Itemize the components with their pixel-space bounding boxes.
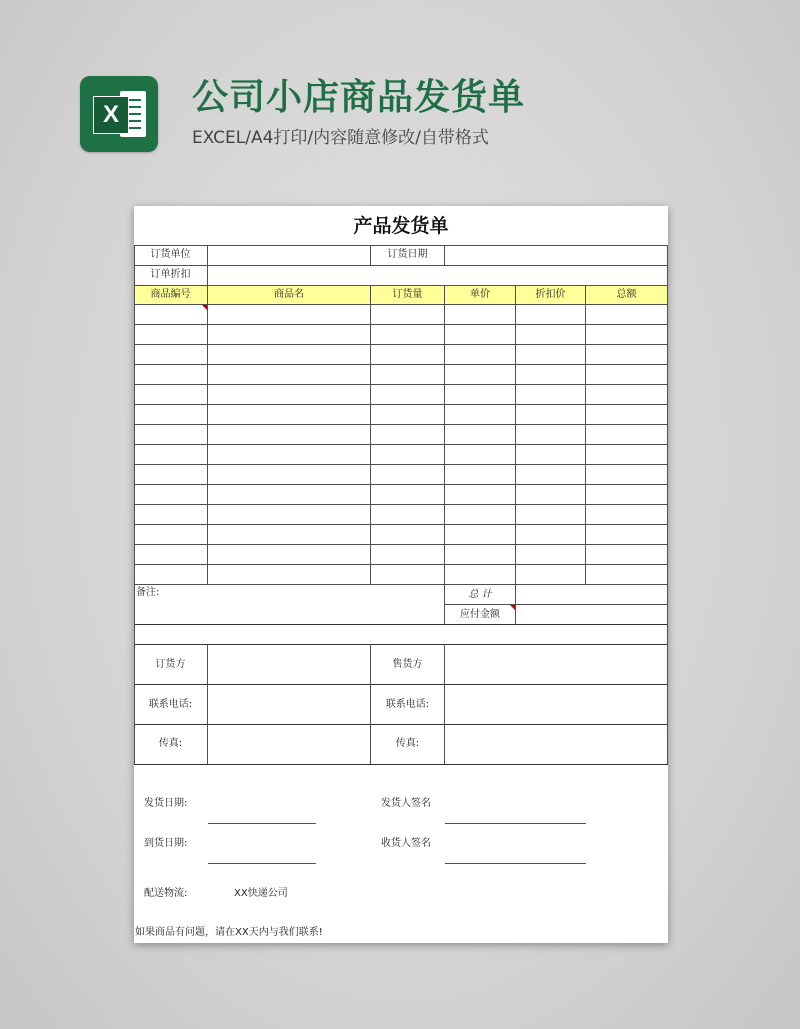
order-unit-field[interactable]	[208, 246, 370, 264]
receiver-sign-label: 收货人签名	[381, 838, 431, 849]
table-cell[interactable]	[371, 465, 444, 484]
table-cell[interactable]	[371, 445, 444, 464]
ship-date-label: 发货日期:	[144, 798, 188, 809]
table-cell[interactable]	[208, 345, 370, 364]
table-cell[interactable]	[586, 565, 667, 584]
table-cell[interactable]	[586, 365, 667, 384]
table-cell[interactable]	[516, 305, 585, 324]
table-cell[interactable]	[135, 565, 207, 584]
seller-fax-field[interactable]	[445, 725, 667, 763]
excel-icon: X	[93, 96, 129, 134]
table-cell[interactable]	[586, 325, 667, 344]
form-title: 产品发货单	[353, 215, 449, 237]
orderer-field[interactable]	[208, 646, 370, 684]
table-cell[interactable]	[445, 485, 515, 504]
table-cell[interactable]	[208, 565, 370, 584]
orderer-phone-field[interactable]	[208, 686, 370, 724]
shipper-sign-label: 发货人签名	[381, 798, 431, 809]
receiver-sign-line[interactable]	[445, 863, 586, 864]
ship-date-line[interactable]	[208, 823, 316, 824]
column-header-total: 总额	[616, 289, 637, 300]
table-cell[interactable]	[208, 305, 370, 324]
table-cell[interactable]	[208, 485, 370, 504]
page-title: 公司小店商品发货单	[192, 77, 526, 118]
table-cell[interactable]	[208, 385, 370, 404]
seller-phone-label: 联系电话:	[385, 699, 430, 710]
table-cell[interactable]	[516, 465, 585, 484]
table-cell[interactable]	[516, 505, 585, 524]
table-cell[interactable]	[445, 505, 515, 524]
column-header-quantity: 订货量	[392, 289, 423, 300]
remarks-label: 备注:	[136, 587, 160, 598]
remarks-field[interactable]	[134, 586, 444, 624]
table-cell[interactable]	[516, 385, 585, 404]
grid-line	[134, 644, 668, 645]
table-cell[interactable]	[586, 525, 667, 544]
orderer-fax-label: 传真:	[158, 738, 183, 749]
table-cell[interactable]	[208, 325, 370, 344]
table-cell[interactable]	[516, 345, 585, 364]
table-cell[interactable]	[208, 425, 370, 444]
seller-phone-field[interactable]	[445, 686, 667, 724]
table-cell[interactable]	[445, 445, 515, 464]
table-cell[interactable]	[445, 405, 515, 424]
table-cell[interactable]	[516, 485, 585, 504]
table-cell[interactable]	[516, 365, 585, 384]
order-discount-field[interactable]	[208, 266, 667, 284]
table-cell[interactable]	[445, 465, 515, 484]
table-cell[interactable]	[135, 545, 207, 564]
table-cell[interactable]	[371, 545, 444, 564]
grid-line	[667, 245, 668, 644]
table-cell[interactable]	[371, 305, 444, 324]
table-cell[interactable]	[135, 465, 207, 484]
grid-line	[134, 285, 668, 286]
footer-note: 如果商品有问题，请在XX天内与我们联系!	[135, 927, 323, 938]
table-cell[interactable]	[586, 485, 667, 504]
table-cell[interactable]	[516, 525, 585, 544]
logistics-label: 配送物流:	[144, 888, 188, 899]
table-cell[interactable]	[445, 425, 515, 444]
table-cell[interactable]	[135, 305, 207, 324]
table-cell[interactable]	[135, 505, 207, 524]
table-cell[interactable]	[445, 365, 515, 384]
shipper-sign-line[interactable]	[445, 823, 586, 824]
table-cell[interactable]	[208, 405, 370, 424]
table-cell[interactable]	[371, 425, 444, 444]
table-cell[interactable]	[516, 425, 585, 444]
column-header-item-code: 商品编号	[150, 289, 191, 300]
column-header-unit-price: 单价	[470, 289, 490, 300]
order-date-label: 订货日期	[387, 249, 428, 260]
total-field[interactable]	[516, 586, 667, 604]
grid-line	[134, 624, 668, 625]
table-cell[interactable]	[445, 545, 515, 564]
arrival-date-label: 到货日期:	[144, 838, 188, 849]
table-cell[interactable]	[445, 325, 515, 344]
table-cell[interactable]	[208, 525, 370, 544]
table-cell[interactable]	[445, 525, 515, 544]
grid-line	[444, 604, 668, 605]
grid-line	[134, 684, 668, 685]
orderer-phone-label: 联系电话:	[148, 699, 193, 710]
table-cell[interactable]	[586, 405, 667, 424]
table-cell[interactable]	[371, 505, 444, 524]
table-cell[interactable]	[135, 325, 207, 344]
table-cell[interactable]	[371, 325, 444, 344]
grid-line	[134, 584, 668, 585]
table-cell[interactable]	[586, 345, 667, 364]
table-cell[interactable]	[516, 565, 585, 584]
grid-line	[667, 644, 668, 764]
column-header-discount-price: 折扣价	[535, 289, 566, 300]
table-cell[interactable]	[445, 305, 515, 324]
table-cell[interactable]	[586, 445, 667, 464]
table-cell[interactable]	[371, 385, 444, 404]
seller-label: 售货方	[392, 659, 423, 670]
table-cell[interactable]	[586, 425, 667, 444]
table-cell[interactable]	[135, 445, 207, 464]
table-cell[interactable]	[135, 525, 207, 544]
table-cell[interactable]	[516, 405, 585, 424]
table-cell[interactable]	[516, 445, 585, 464]
table-cell[interactable]	[445, 345, 515, 364]
table-cell[interactable]	[208, 445, 370, 464]
table-cell[interactable]	[135, 425, 207, 444]
table-cell[interactable]	[371, 345, 444, 364]
table-cell[interactable]	[135, 365, 207, 384]
column-header-product-name: 商品名	[274, 289, 304, 300]
comment-indicator	[510, 605, 515, 610]
excel-logo	[80, 76, 158, 152]
table-cell[interactable]	[586, 465, 667, 484]
table-cell[interactable]	[371, 485, 444, 504]
order-discount-label: 订单折扣	[150, 269, 191, 280]
table-cell[interactable]	[371, 365, 444, 384]
orderer-label: 订货方	[155, 659, 186, 670]
order-date-field[interactable]	[445, 246, 667, 264]
delivery-form	[134, 206, 668, 943]
table-cell[interactable]	[586, 505, 667, 524]
table-cell[interactable]	[371, 565, 444, 584]
page-subtitle: EXCEL/A4打印/内容随意修改/自带格式	[192, 128, 489, 148]
table-cell[interactable]	[135, 345, 207, 364]
table-cell[interactable]	[516, 325, 585, 344]
table-cell[interactable]	[371, 405, 444, 424]
table-cell[interactable]	[208, 465, 370, 484]
table-cell[interactable]	[135, 485, 207, 504]
logistics-value: XX快递公司	[234, 888, 288, 899]
table-cell[interactable]	[208, 505, 370, 524]
table-cell[interactable]	[208, 365, 370, 384]
table-cell[interactable]	[208, 545, 370, 564]
amount-due-field[interactable]	[516, 606, 667, 624]
grid-line	[134, 624, 135, 644]
arrival-date-line[interactable]	[208, 863, 316, 864]
grid-line	[134, 764, 668, 765]
table-cell[interactable]	[586, 385, 667, 404]
total-label: 总 计	[468, 589, 492, 600]
table-cell[interactable]	[445, 385, 515, 404]
table-cell[interactable]	[135, 385, 207, 404]
table-cell[interactable]	[586, 305, 667, 324]
table-cell[interactable]	[135, 405, 207, 424]
table-cell[interactable]	[516, 545, 585, 564]
seller-field[interactable]	[445, 646, 667, 684]
order-unit-label: 订货单位	[150, 249, 191, 260]
table-cell[interactable]	[445, 565, 515, 584]
table-cell[interactable]	[371, 525, 444, 544]
orderer-fax-field[interactable]	[208, 725, 370, 763]
table-cell[interactable]	[586, 545, 667, 564]
seller-fax-label: 传真:	[395, 738, 420, 749]
amount-due-label: 应付金额	[460, 609, 500, 620]
